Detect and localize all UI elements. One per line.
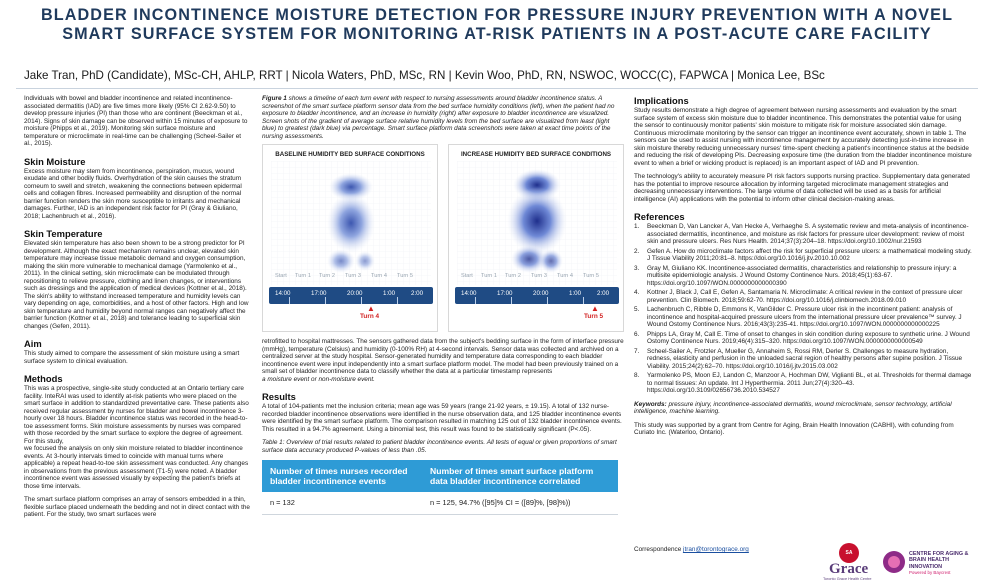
results-paragraph: A total of 104-patients met the inclusion criteria; mean age was 59 years (range 21-92 years, ± 19.15). A total of 132 nurse-recorded bladder incontinence observations were identified in the nurse observation data, and 125 bladder incontinence events were identified by the smart surface platform. The comparison resulted in matching 125 out of 132 bladder incontinence events. This resulted in a 94.7% agreement. Using a binomial test, this result was found to be statistically significant (P<.05).: [262, 403, 622, 433]
timeline-time: 14:00: [461, 290, 477, 297]
humidity-heatmap-increase: [457, 161, 617, 285]
timeline-time: 1:00: [383, 290, 396, 297]
table-header-cell: Number of times nurses recorded bladder incontinence events: [262, 460, 422, 492]
methods-continued: retrofitted to hospital mattresses. The sensors gathered data from the subject's bedding surface in the form of interface pressure (mmHg), temperature (Celsius) and humidity (0-100% RH) at 4-second intervals. Sensor data was collected and archived on a centralized server at the study hospital. Sensor-generated humidity and temperature data corresponding to each bladder incontinence event were input independently into a smart surface platform model. The model had been previously trained on a small set of bladder incontinence data to classify whether the data at a particular timestamp represents: [262, 338, 624, 375]
turn-label: Turn 4: [371, 273, 387, 279]
correspondence: Correspondence jtran@torontograce.org: [634, 546, 749, 553]
keywords: Keywords: pressure injury, incontinence-associated dermatitis, wound microclimate, sensor technology, artificial intelligence, machine learning.: [634, 400, 952, 415]
figure-caption-text: shows a timeline of each turn event with respect to nursing assessments around bladder incontinence status. A screenshot of the smart surface platform sensor data from the bed surface humidity conditions (left), when the patient had no exposure to bladder incontinence, and an increase in humidity (right) after exposure to bladder incontinence are visualized. Screen shots of the gradient of average surface relative humidity levels from the bed surface are visualized from least (light blue) to greatest (dark blue) via percentage. Smart surface platform data screenshots were taken at exact time points of the nursing assessments.: [262, 95, 615, 140]
timeline-time: 20:00: [347, 290, 363, 297]
heading-methods: Methods: [24, 373, 63, 384]
panel-title: INCREASE HUMIDITY BED SURFACE CONDITIONS: [460, 151, 612, 158]
implications-paragraph-1: Study results demonstrate a high degree of agreement between nursing assessments and evaluation by the smart surface system of excess skin moisture due to bladder incontinence. This demonstrates the potential value for using the sensor to continuously monitor patients' skin moisture to mitigate risk for moisture associated skin damage. Continuous microclimate monitoring by the sensor can trigger an incontinence event accurately, shown in table 1. The sensors can be used to assist nursing with incontinence management by accurately detecting just-in-time increase in skin moisture thereby reducing unnecessary nurses' time-spent checking a patient's incontinence status at the bedside and reducing the risk of developing PIs. Decreasing exposure time (the duration from the bladder incontinence moisture event to when a brief or wicking product is replaced) is an important aspect of IAD and PI prevention.: [634, 107, 972, 167]
intro-paragraph: Individuals with bowel and bladder incontinence and related incontinence-associated dermatitis (IAD) are five times more likely (95% CI 2.62-9.50) to develop pressure injuries (PI) than those who are continent (Beeckman et al., 2014). Signs of skin damage can be observed within 15 minutes of exposure to moisture (Phipps et al., 2019). Monitoring skin surface moisture and temperature or microclimate in real-time can be challenging (Scheel-Sailer et al., 2015).: [24, 95, 248, 147]
turn-marker-label: Turn 4: [360, 313, 380, 320]
timeline-time: 14:00: [275, 290, 291, 297]
timeline-time: 2:00: [597, 290, 610, 297]
aim-paragraph: This study aimed to compare the assessment of skin moisture using a smart surface system to clinical evaluation.: [24, 350, 240, 365]
baseline-humidity-panel: [262, 144, 438, 332]
reference-item: 8. Yarmolenko PS, Moon EJ, Landon C, Manzoor A, Hochman DW, Viglianti BL, et al. Thresholds for thermal damage to normal tissues: An update. Int J Hyperthermia. 2011 Jun;27(4):320–43. https://doi.org/10.3109/02656736.2010.534527: [634, 372, 972, 394]
methods-paragraph-2: we focused the analysis on only skin moisture related to bladder incontinence events. At 3-hourly intervals timed to coincide with manual turns where applicable) a repeat head-to-toe skin assessment was conducted. Any changes in observations from the previous assessment (T1-5) were noted. A bladder incontinence event was assessed visually by expecting the patient's briefs at those time intervals.: [24, 445, 249, 490]
table-cell: n = 132: [262, 492, 422, 514]
timeline-bar: [455, 287, 619, 304]
table-header-row: [262, 460, 618, 492]
turn-labels: [271, 273, 431, 283]
heading-aim: Aim: [24, 338, 42, 349]
timeline-time: 17:00: [497, 290, 513, 297]
correspondence-email-link[interactable]: jtran@torontograce.org: [683, 546, 749, 553]
figure-label: Figure 1: [262, 95, 287, 102]
salvation-army-shield-icon: SA: [839, 543, 859, 563]
cabhi-mark-icon: [883, 551, 905, 573]
timeline-time: 1:00: [569, 290, 582, 297]
reference-list: [634, 223, 972, 395]
cabhi-wordmark: CENTRE FOR AGING & BRAIN HEALTH INNOVATION: [909, 551, 969, 570]
turn-label: Turn 5: [397, 273, 413, 279]
turn-marker-icon: ▲: [367, 304, 375, 313]
turn-labels: [457, 273, 617, 283]
panel-title: BASELINE HUMIDITY BED SURFACE CONDITIONS: [275, 151, 425, 158]
timeline-tick: [547, 297, 548, 304]
table-header-cell: Number of times smart surface platform data bladder incontinence correlated: [422, 460, 618, 492]
turn-label: Turn 4: [557, 273, 573, 279]
heading-skin-moisture: Skin Moisture: [24, 155, 86, 167]
turn-label: Turn 1: [295, 273, 311, 279]
reference-item: 5. Lachenbruch C, Ribble D, Emmons K, VanGilder C. Pressure ulcer risk in the incontinent patient: analysis of incontinence and hospital-acquired pressure ulcers from the international pressure ulcer prevalence™ survey. J Wound Ostomy Continence Nurs. 2016;43(3):235-41. https://doi.org/10.1097/WON.0000000000000225: [634, 306, 962, 328]
timeline-tick: [475, 297, 476, 304]
heading-results: Results: [262, 391, 296, 402]
heading-references: References: [634, 211, 685, 222]
funding-statement: This study was supported by a grant from Centre for Aging, Brain Health Innovation (CABHI), with cofunding from Curiato Inc. (Waterloo, Ontario).: [634, 421, 954, 436]
increase-humidity-panel: [448, 144, 624, 332]
table-row: [262, 492, 618, 514]
divider: [16, 88, 978, 89]
timeline-tick: [289, 297, 290, 304]
turn-label: Turn 3: [531, 273, 547, 279]
implications-paragraph-2: The technology's ability to accurately measure PI risk factors supports nursing practice. Supplementary data generated has the potential to improve resource allocation by informing targeted microclimate management strategies and decreasing unnecessary interventions. The large volume of data collected will be used as a basis for artificial intelligence (AI) applications with the potential to inform other clinical decision-making areas.: [634, 173, 970, 203]
turn-marker-label: Turn 5: [584, 313, 604, 320]
timeline-bar: [269, 287, 433, 304]
reference-item: 7. Scheel-Sailer A, Frotzler A, Mueller G, Annaheim S, Rossi RM, Derler S. Challenges to measure hydration, redness, elasticity and perfusion in the unloaded sacral region of healthy persons after supine position. J Tissue Viability. 2015;24(2):62–70. https://doi.org/10.1016/j.jtv.2015.03.002: [634, 347, 963, 370]
heading-implications: Implications: [634, 95, 689, 106]
grace-logo: [817, 543, 881, 583]
timeline-tick: [361, 297, 362, 304]
timeline-time: 2:00: [411, 290, 424, 297]
reference-item: 1. Beeckman D, Van Lancker A, Van Hecke A, Verhaeghe S. A systematic review and meta-analysis of incontinence-associated dermatitis, incontinence, and moisture as risk factors for pressure ulcer development: review of moist skin and pressure ulcers. Res Nurs Health. 2014;37(3):204–18. https://doi.org/10.1002/nur.21593: [634, 223, 969, 245]
timeline-tick: [583, 297, 584, 304]
column-right: [634, 95, 972, 553]
timeline-time: 20:00: [533, 290, 549, 297]
cabhi-powered-by: Powered by Baycrest: [909, 570, 951, 575]
grace-subtitle: Toronto Grace Health Centre: [823, 577, 872, 581]
reference-item: 4. Kottner J, Black J, Call E, Gefen A, Santamaria N. Microclimate: A critical review in the context of pressure ulcer prevention. Clin Biomech. 2018;59:62-70. https://doi.org/10.1016/j.clinbiomech.2018.09.010: [634, 289, 963, 304]
heading-skin-temperature: Skin Temperature: [24, 228, 103, 239]
grace-wordmark: Grace: [829, 561, 869, 577]
cabhi-logo: [883, 549, 979, 579]
methods-paragraph-1: This was a prospective, single-site study conducted at an Ontario tertiary care facility. InteRAI was used to identify at-risk patients who were placed on the smart surface in addition to standardized preventative care. These patients also received regular assessment by nurses for bladder and bowel incontinence 3-hourly over 18 hours. Bladder incontinence status was recorded in the head-to-toe assessment forms. Skin moisture assessments by nurses was compared with those recorded by the smart surface to explore the degree of agreement. For this study,: [24, 385, 249, 445]
methods-paragraph-3: The smart surface platform comprises an array of sensors embedded in a thin, flexible surface placed underneath the bedding and not in direct contact with the patient. For the study, two smart surfaces were: [24, 496, 250, 518]
skin-temperature-paragraph: Elevated skin temperature has also been shown to be a strong predictor for PI development. Although the exact mechanism remains unclear, elevated skin temperature may increase tissue metabolic demand and oxygen consumption, making the skin more vulnerable to mechanical damage (Yarmolenko et al., 2011). In the clinical setting, skin microclimate can be modulated through repositioning to relieve pressure, clothing and linen changes, or interventions such as dressings and the application of medical devices (Kottner et al., 2018). The skin's ability to withstand increased temperature and humidity levels can vary depending on age, comorbidities, and a host of other factors. High and low skin temperature and humidity beyond normal ranges can negatively affect the barrier function (Kottner et al., 2018) and tolerance leading to superficial skin changes (Gefen, 2011).: [24, 240, 249, 330]
column-middle: [262, 95, 624, 515]
methods-continued-2: a moisture event or non-moisture event.: [262, 375, 375, 383]
table-caption: Table 1: Overview of trial results related to patient bladder incontinence events. All tests of equal or given proportions of smart surface data accuracy produced P-values of less than .05.: [262, 439, 617, 454]
reference-item: 6. Phipps LA, Gray M, Call E. Time of onset to changes in skin condition during exposure to synthetic urine. J Wound Ostomy Continence Nurs. 2019;46(4):315–320. https://doi.org/10.1097/WON.0000000000000549: [634, 330, 970, 345]
author-list: Jake Tran, PhD (Candidate), MSc-CH, AHLP, RRT | Nicola Waters, PhD, MSc, RN | Kevin Woo, PhD, RN, NSWOC, WOCC(C), FAPWCA | Monica Lee, BSc: [24, 69, 825, 82]
timeline-tick: [325, 297, 326, 304]
figure-caption: [262, 95, 624, 140]
column-left: [24, 95, 250, 525]
humidity-heatmap-baseline: [271, 161, 431, 285]
poster-title: BLADDER INCONTINENCE MOISTURE DETECTION FOR PRESSURE INJURY PREVENTION WITH A NOVEL SMART SURFACE SYSTEM FOR MONITORING AT-RISK PATIENTS IN A POST-ACUTE CARE FACILITY: [40, 6, 954, 43]
turn-label: Start: [461, 273, 473, 279]
timeline-tick: [397, 297, 398, 304]
turn-label: Turn 2: [505, 273, 521, 279]
turn-label: Turn 5: [583, 273, 599, 279]
title-block: [0, 0, 994, 94]
turn-label: Turn 1: [481, 273, 497, 279]
figure-1: [262, 144, 624, 332]
turn-marker-icon: ▲: [591, 304, 599, 313]
turn-label: Start: [275, 273, 287, 279]
timeline-tick: [511, 297, 512, 304]
timeline-time: 17:00: [311, 290, 327, 297]
results-table: [262, 460, 618, 515]
table-cell: n = 125, 94.7% ([95]% CI = ([89]%, [98]%)): [422, 492, 618, 514]
skin-moisture-paragraph: Excess moisture may stem from incontinence, perspiration, mucus, wound exudate and other bodily fluids. Overhydration of the skin causes the stratum corneum to swell and stretch, weakening the connections between epidermal cells and collagen fibres. Increased permeability and disruption of the normal barrier function renders the skin more susceptible to irritants and mechanical damages. Further, IAD is an independent risk factor for PI (Gray & Giuliano, 2018; Lachenbruch et al., 2016).: [24, 167, 242, 220]
logo-area: [817, 543, 979, 583]
reference-item: 3. Gray M, Giuliano KK. Incontinence-associated dermatitis, characteristics and relationship to pressure injury: a multisite epidemiologic analysis. J Wound Ostomy Continence Nurs. 2018;45(1):63-67. https://doi.org/10.1097/WON.0000000000000390: [634, 264, 957, 287]
turn-label: Turn 2: [319, 273, 335, 279]
turn-label: Turn 3: [345, 273, 361, 279]
reference-item: 2. Gefen A. How do microclimate factors affect the risk for superficial pressure ulcers: a mathematical modeling study. J Tissue Viability 2011;20:81–8. https://doi.org/10.1016/j.jtv.2010.10.002: [634, 247, 972, 262]
